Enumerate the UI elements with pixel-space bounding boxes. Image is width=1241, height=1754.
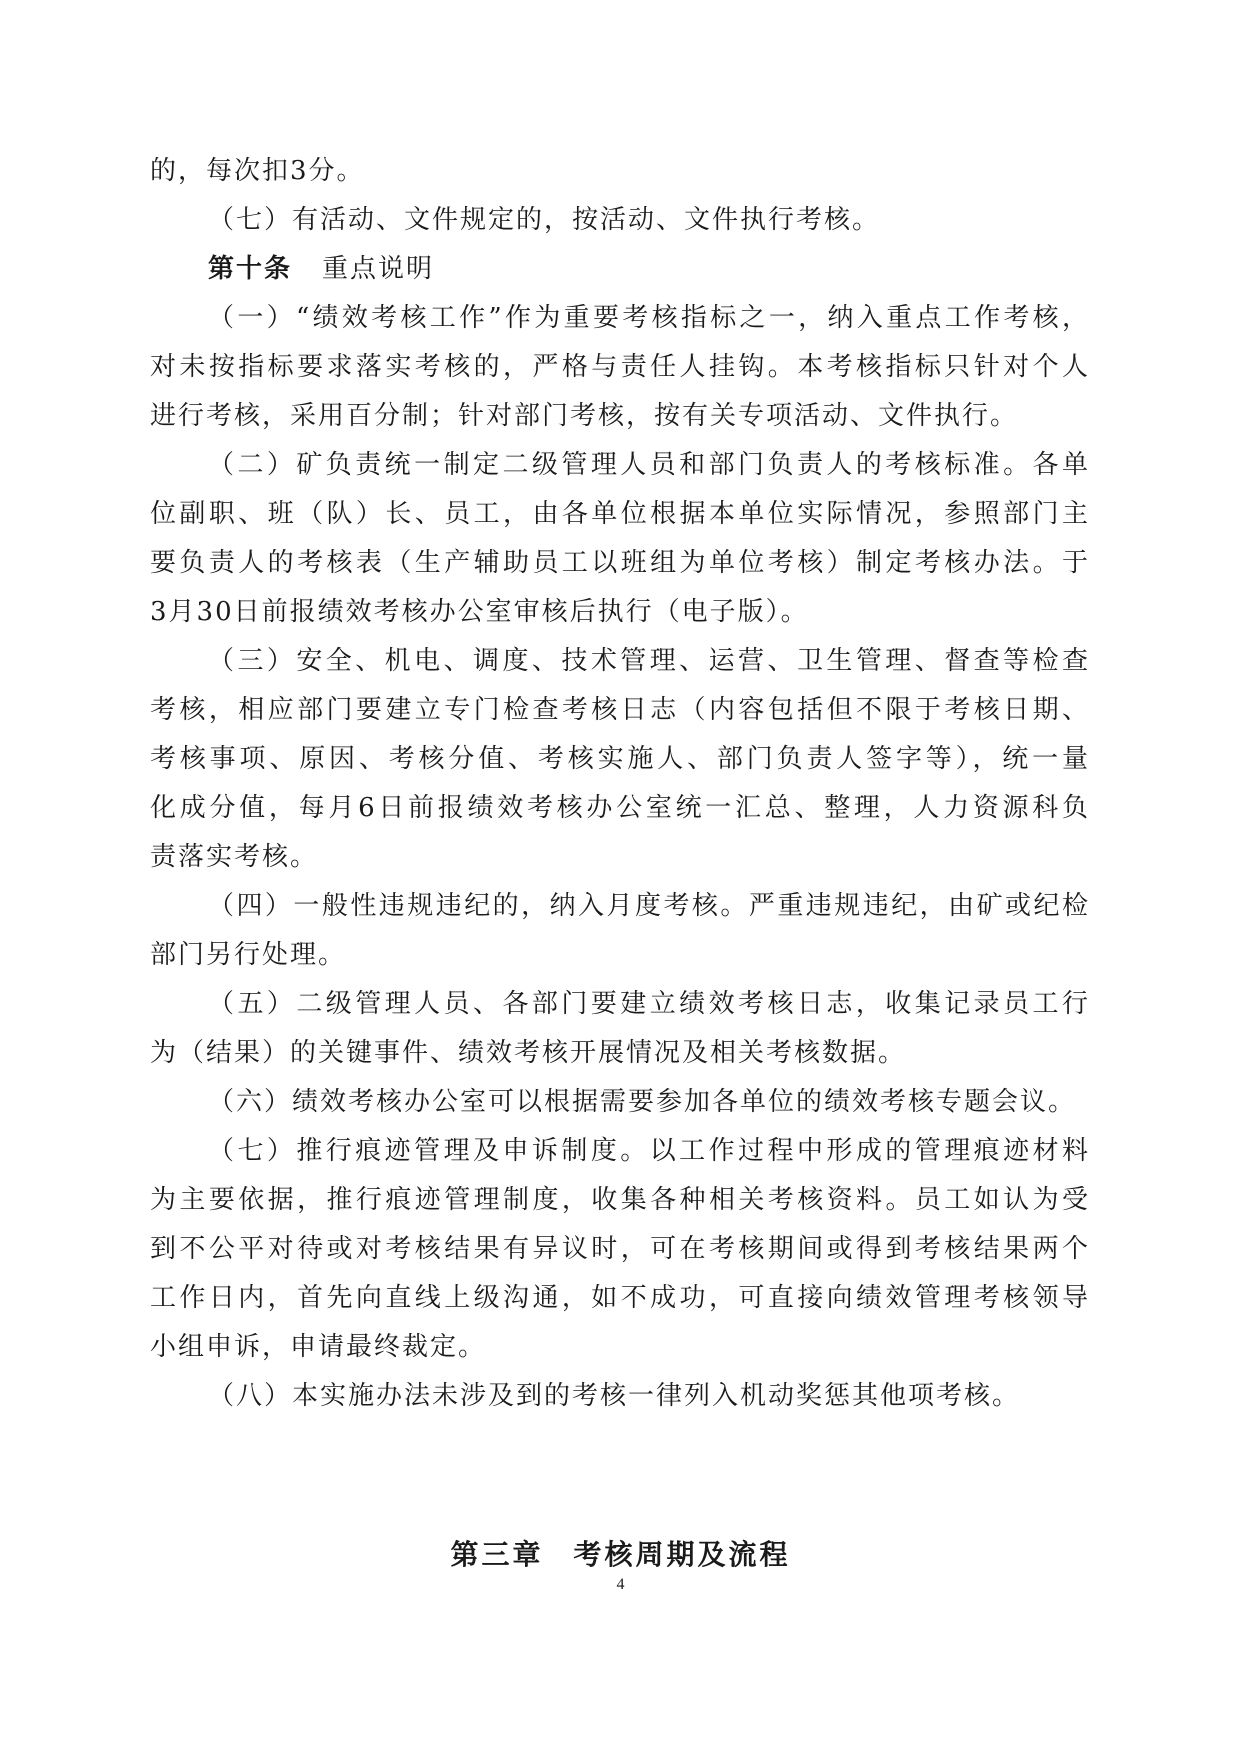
text-line: 部门另行处理。 (150, 940, 347, 970)
text-line: （六）绩效考核办公室可以根据需要参加各单位的绩效考核专题会议。 (208, 1087, 1077, 1117)
text-line: 责落实考核。 (150, 842, 319, 872)
text-line: 为（结果）的关键事件、绩效考核开展情况及相关考核数据。 (150, 1038, 907, 1068)
text-line: 工作日内，首先向直线上级沟通，如不成功，可直接向绩效管理考核领导 (150, 1283, 1090, 1313)
text-line: 化成分值，每月6日前报绩效考核办公室统一汇总、整理，人力资源科负 (150, 793, 1090, 823)
text-line: （七）推行痕迹管理及申诉制度。以工作过程中形成的管理痕迹材料 (208, 1136, 1090, 1166)
article-heading (150, 250, 1090, 288)
text-line: 为主要依据，推行痕迹管理制度，收集各种相关考核资料。员工如认为受 (150, 1185, 1090, 1215)
text-line: （四）一般性违规违纪的，纳入月度考核。严重违规违纪，由矿或纪检 (208, 891, 1090, 921)
text-line: 要负责人的考核表（生产辅助员工以班组为单位考核）制定考核办法。于 (150, 548, 1090, 578)
text-line: 位副职、班（队）长、员工，由各单位根据本单位实际情况，参照部门主 (150, 499, 1090, 529)
text-line: （二）矿负责统一制定二级管理人员和部门负责人的考核标准。各单 (208, 450, 1090, 480)
document-body (150, 152, 1090, 1426)
chapter-title: 考核周期及流程 (573, 1538, 791, 1571)
text-line: 考核，相应部门要建立专门检查考核日志（内容包括但不限于考核日期、 (150, 695, 1090, 725)
text-line: 的，每次扣3分。 (150, 156, 365, 186)
text-line: （八）本实施办法未涉及到的考核一律列入机动奖惩其他项考核。 (208, 1381, 1021, 1411)
text-line: 到不公平对待或对考核结果有异议时，可在考核期间或得到考核结果两个 (150, 1234, 1090, 1264)
article-title: 重点说明 (322, 254, 435, 284)
text-line: （七）有活动、文件规定的，按活动、文件执行考核。 (208, 205, 881, 235)
text-line: 进行考核，采用百分制；针对部门考核，按有关专项活动、文件执行。 (150, 401, 1019, 431)
text-line: （五）二级管理人员、各部门要建立绩效考核日志，收集记录员工行 (208, 989, 1090, 1019)
text-block-before (150, 152, 1090, 239)
page-number: 4 (616, 1576, 625, 1593)
text-line: 小组申诉，申请最终裁定。 (150, 1332, 487, 1362)
text-line: 考核事项、原因、考核分值、考核实施人、部门负责人签字等），统一量 (150, 744, 1090, 774)
chapter-number: 第三章 (450, 1538, 544, 1571)
text-line: （三）安全、机电、调度、技术管理、运营、卫生管理、督查等检查 (208, 646, 1090, 676)
chapter-heading (0, 1533, 1241, 1573)
text-line: （一）“绩效考核工作”作为重要考核指标之一，纳入重点工作考核， (208, 303, 1090, 333)
text-line: 3月30日前报绩效考核办公室审核后执行（电子版）。 (150, 597, 809, 627)
text-block-after (150, 299, 1090, 1415)
article-label: 第十条 (208, 254, 293, 284)
text-line: 对未按指标要求落实考核的，严格与责任人挂钩。本考核指标只针对个人 (150, 352, 1090, 382)
